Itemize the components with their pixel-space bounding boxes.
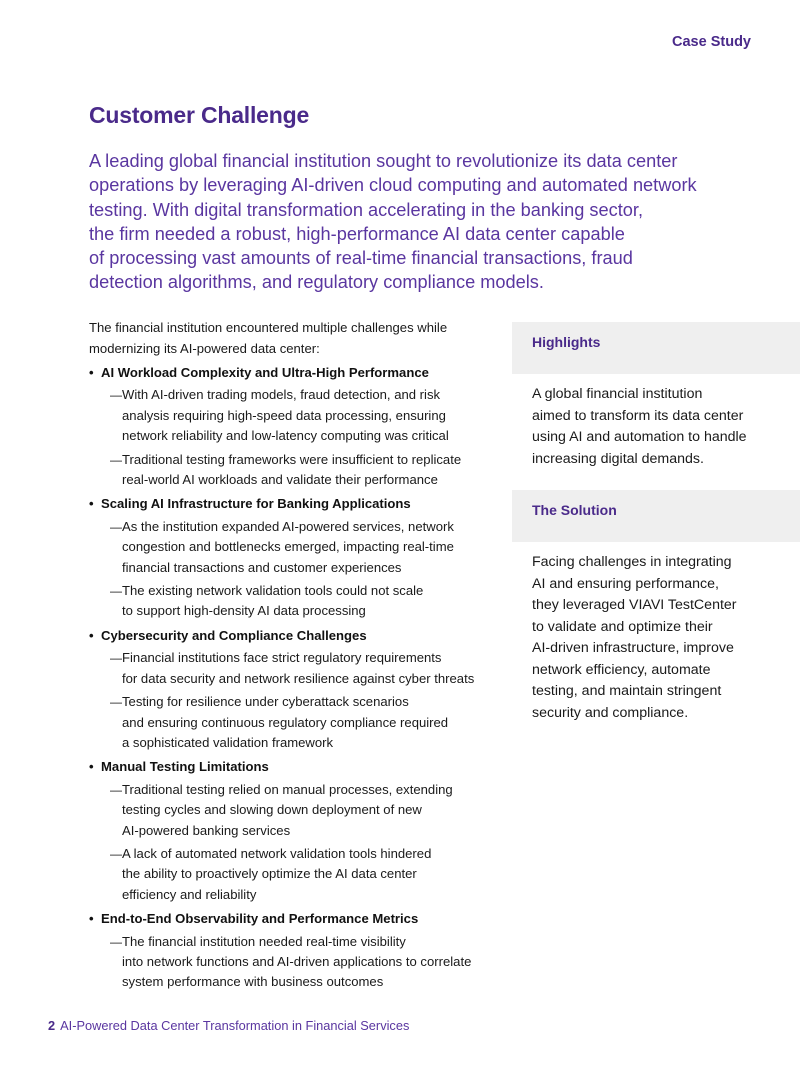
case-study-label: Case Study xyxy=(672,34,751,50)
detail-line: for data security and network resilience against cyber threats xyxy=(122,670,475,686)
detail-line: — Testing for resilience under cyberattack scenarios xyxy=(122,694,409,710)
lead-line: A leading global financial institution sought to revolutionize its data center xyxy=(89,151,678,171)
detail-line: network reliability and low-latency computing was critical xyxy=(122,428,449,444)
detail-line: — Financial institutions face strict regulatory requirements xyxy=(122,650,442,666)
detail-line: — As the institution expanded AI-powered services, network xyxy=(122,518,454,534)
highlights-line: aimed to transform its data center xyxy=(532,407,744,424)
challenge-details xyxy=(101,780,507,905)
detail-line: into network functions and AI-driven applications to correlate xyxy=(122,953,472,969)
challenge-title: • End-to-End Observability and Performance Metrics xyxy=(101,909,507,929)
solution-line: network efficiency, automate xyxy=(532,661,711,678)
detail-line: system performance with business outcomes xyxy=(122,974,384,990)
lead-line: the firm needed a robust, high-performance AI data center capable xyxy=(89,223,625,244)
section-title: Customer Challenge xyxy=(89,102,310,128)
solution-line: AI-driven infrastructure, improve xyxy=(532,640,734,656)
detail-line: and ensuring continuous regulatory compliance required xyxy=(122,714,449,730)
detail-item xyxy=(101,517,507,578)
lead-line: operations by leveraging AI-driven cloud computing and automated network xyxy=(89,175,697,196)
challenges-column xyxy=(89,318,507,997)
page-number: 2 xyxy=(48,1018,56,1033)
detail-item xyxy=(101,648,507,689)
footer-title: AI-Powered Data Center Transformation in Financial Services xyxy=(60,1018,410,1033)
detail-line: — Traditional testing frameworks were insufficient to replicate xyxy=(122,451,462,467)
solution-line: security and compliance. xyxy=(532,704,689,721)
detail-item xyxy=(101,692,507,753)
detail-item xyxy=(101,780,507,841)
solution-panel xyxy=(512,490,800,724)
detail-line: congestion and bottlenecks emerged, impacting real-time xyxy=(122,539,454,555)
highlights-panel xyxy=(512,322,800,470)
intro-paragraph xyxy=(89,318,507,359)
challenge-title: • Cybersecurity and Compliance Challenges xyxy=(101,626,507,646)
solution-line: to validate and optimize their xyxy=(532,618,713,635)
challenge-details xyxy=(101,648,507,753)
challenge-item xyxy=(89,757,507,905)
highlights-body xyxy=(512,374,800,470)
page-footer xyxy=(48,1018,409,1033)
detail-item xyxy=(101,932,507,993)
challenge-details xyxy=(101,932,507,993)
challenge-item xyxy=(89,363,507,490)
challenge-item xyxy=(89,909,507,993)
detail-line: — A lack of automated network validation tools hindered xyxy=(122,845,432,861)
challenge-details xyxy=(101,517,507,622)
detail-item xyxy=(101,385,507,446)
challenge-details xyxy=(101,385,507,490)
detail-line: to support high-density AI data processing xyxy=(122,603,366,619)
challenge-title: • AI Workload Complexity and Ultra-High Performance xyxy=(101,363,507,383)
solution-title: The Solution xyxy=(512,490,800,542)
lead-line: detection algorithms, and regulatory compliance models. xyxy=(89,272,544,293)
detail-line: — With AI-driven trading models, fraud detection, and risk xyxy=(122,387,441,403)
detail-item xyxy=(101,450,507,491)
intro-line: modernizing its AI-powered data center: xyxy=(89,340,320,356)
highlights-line: A global financial institution xyxy=(532,386,703,402)
detail-line: — The existing network validation tools could not scale xyxy=(122,583,424,599)
intro-line: The financial institution encountered multiple challenges while xyxy=(89,320,448,335)
challenge-item xyxy=(89,494,507,621)
detail-line: financial transactions and customer experiences xyxy=(122,559,402,575)
detail-line: — The financial institution needed real-time visibility xyxy=(122,933,406,949)
solution-line: they leveraged VIAVI TestCenter xyxy=(532,597,737,613)
detail-item xyxy=(101,581,507,622)
lead-line: testing. With digital transformation accelerating in the banking sector, xyxy=(89,199,643,220)
highlights-line: using AI and automation to handle xyxy=(532,429,747,445)
detail-line: — Traditional testing relied on manual processes, extending xyxy=(122,781,453,797)
detail-line: testing cycles and slowing down deployment of new xyxy=(122,802,422,818)
solution-body xyxy=(512,542,800,724)
solution-line: AI and ensuring performance, xyxy=(532,575,719,592)
challenge-title: • Manual Testing Limitations xyxy=(101,757,507,777)
detail-line: efficiency and reliability xyxy=(122,886,257,902)
detail-line: AI-powered banking services xyxy=(122,822,291,838)
detail-line: analysis requiring high-speed data processing, ensuring xyxy=(122,407,446,423)
detail-item xyxy=(101,844,507,905)
solution-line: testing, and maintain stringent xyxy=(532,683,722,699)
lead-line: of processing vast amounts of real-time financial transactions, fraud xyxy=(89,248,633,269)
detail-line: the ability to proactively optimize the AI data center xyxy=(122,866,417,882)
highlights-title: Highlights xyxy=(512,322,800,374)
lead-paragraph xyxy=(89,149,729,295)
challenge-item xyxy=(89,626,507,753)
detail-line: a sophisticated validation framework xyxy=(122,734,334,750)
highlights-line: increasing digital demands. xyxy=(532,450,704,467)
challenge-list xyxy=(89,363,507,993)
detail-line: real-world AI workloads and validate their performance xyxy=(122,472,438,488)
solution-line: Facing challenges in integrating xyxy=(532,554,732,570)
challenge-title: • Scaling AI Infrastructure for Banking Applications xyxy=(101,494,507,514)
